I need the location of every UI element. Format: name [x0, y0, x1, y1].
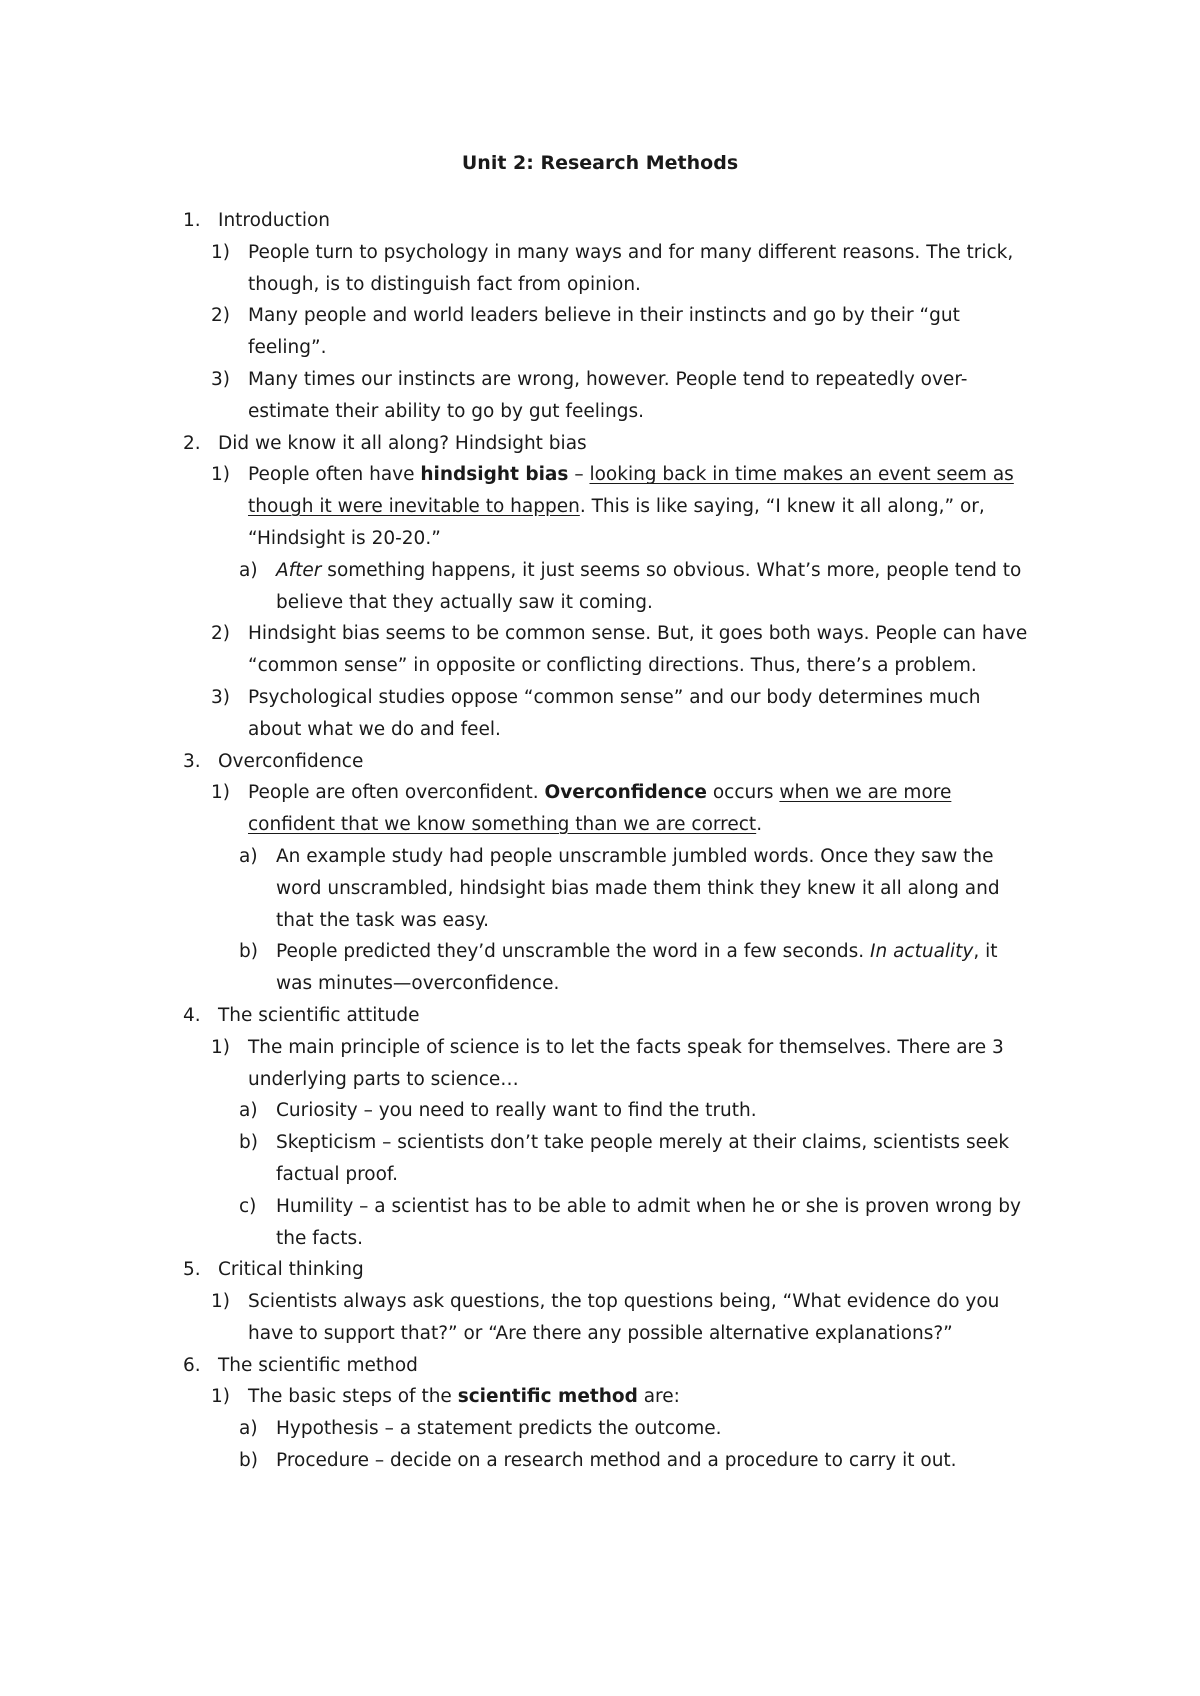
- item-number: 1): [211, 782, 230, 804]
- sub-list-item: [0, 1095, 1036, 1127]
- item-number: 1): [211, 1386, 230, 1408]
- sub-list-item: [0, 1191, 1036, 1255]
- item-number: 2): [211, 305, 230, 327]
- emphasis-text: After: [276, 559, 322, 581]
- sub-list-item: [0, 555, 1036, 619]
- item-letter: b): [239, 1132, 258, 1154]
- page-title: Unit 2: Research Methods: [461, 152, 739, 174]
- list-item: [0, 777, 1028, 841]
- section-heading: Introduction: [218, 210, 331, 231]
- item-text-pre: The basic steps of the: [248, 1386, 458, 1408]
- item-letter: c): [239, 1195, 257, 1217]
- sub-list-item: [0, 936, 1036, 1000]
- emphasis-text: In actuality: [870, 941, 974, 963]
- section-number: 5.: [183, 1259, 201, 1281]
- section-heading: Critical thinking: [218, 1259, 364, 1281]
- item-letter: a): [239, 1100, 258, 1122]
- item-text: something happens, it just seems so obvious. What’s more, people tend to believe that they actually saw it coming.: [276, 559, 1022, 613]
- section-scientific-attitude: [0, 1000, 1018, 1032]
- item-text: Many times our instincts are wrong, however. People tend to repeatedly over-estimate their ability to go by gut feelings.: [248, 368, 968, 422]
- item-number: 1): [211, 1036, 230, 1058]
- key-term: Overconfidence: [544, 782, 707, 804]
- item-text: Humility – a scientist has to be able to admit when he or she is proven wrong by the facts.: [276, 1195, 1021, 1249]
- sub-list-item: [0, 1413, 1036, 1445]
- item-text-pre: People predicted they’d unscramble the word in a few seconds.: [276, 941, 871, 963]
- key-term: hindsight bias: [420, 464, 569, 486]
- section-number: 2.: [183, 432, 201, 454]
- item-text: Psychological studies oppose “common sense” and our body determines much about what we do and feel.: [248, 686, 981, 740]
- item-number: 1): [211, 241, 230, 263]
- section-introduction: [0, 205, 1018, 237]
- item-text-post: , it was minutes—overconfidence.: [276, 941, 998, 995]
- list-item: [0, 237, 1028, 301]
- section-number: 1.: [183, 210, 201, 231]
- item-text-mid: occurs: [706, 782, 780, 804]
- item-number: 1): [211, 464, 230, 486]
- key-term: scientific method: [457, 1386, 638, 1408]
- list-item: [0, 459, 1028, 554]
- item-letter: b): [239, 1450, 258, 1472]
- item-text-pre: People often have: [248, 464, 421, 486]
- item-text-post: are:: [637, 1386, 680, 1408]
- section-heading: Overconfidence: [218, 750, 364, 772]
- list-item: [0, 1381, 1028, 1413]
- item-letter: b): [239, 941, 258, 963]
- sub-list-item: [0, 841, 1036, 936]
- item-number: 3): [211, 368, 230, 390]
- section-hindsight-bias: [0, 428, 1018, 460]
- section-number: 4.: [183, 1004, 201, 1026]
- item-text: People turn to psychology in many ways and for many different reasons. The trick, though, is to distinguish fact from opinion.: [248, 241, 1014, 295]
- item-text: Scientists always ask questions, the top questions being, “What evidence do you have to support that?” or “Are there any possible alternative explanations?”: [248, 1291, 1000, 1344]
- item-text: An example study had people unscramble jumbled words. Once they saw the word unscrambled, hindsight bias made them think they knew it all along and that the task was easy.: [276, 845, 1000, 931]
- item-number: 2): [211, 623, 230, 645]
- sub-list-item: [0, 1445, 1036, 1477]
- item-letter: a): [239, 559, 258, 581]
- item-text-post: . This is like saying, “I knew it all along,” or, “Hindsight is 20-20.”: [248, 496, 985, 549]
- list-item: [0, 300, 1028, 364]
- item-text: Hindsight bias seems to be common sense. But, it goes both ways. People can have “common sense” in opposite or conflicting directions. Thus, there’s a problem.: [248, 623, 1028, 677]
- sub-list-item: [0, 1127, 1036, 1191]
- item-text: Skepticism – scientists don’t take people merely at their claims, scientists seek factual proof.: [276, 1132, 1010, 1185]
- term-definition: when we are more confident that we know something than we are correct: [248, 782, 952, 836]
- item-text-pre: People are often overconfident.: [248, 782, 545, 804]
- list-item: [0, 364, 1028, 428]
- item-letter: a): [239, 845, 258, 867]
- list-item: [0, 618, 1028, 682]
- section-heading: The scientific method: [218, 1354, 418, 1376]
- section-critical-thinking: [0, 1254, 1018, 1286]
- outline: [0, 205, 1200, 1477]
- section-number: 3.: [183, 750, 201, 772]
- section-heading: Did we know it all along? Hindsight bias: [218, 432, 587, 454]
- item-text: Curiosity – you need to really want to find the truth.: [276, 1100, 757, 1122]
- section-number: 6.: [183, 1354, 201, 1376]
- item-text: Procedure – decide on a research method and a procedure to carry it out.: [276, 1450, 957, 1472]
- term-definition: looking back in time makes an event seem as though it were inevitable to happen: [248, 464, 1014, 518]
- item-text: Many people and world leaders believe in their instincts and go by their “gut feeling”.: [248, 305, 960, 359]
- section-heading: The scientific attitude: [218, 1004, 420, 1026]
- item-text-mid: –: [568, 464, 590, 486]
- list-item: [0, 1032, 1028, 1096]
- section-overconfidence: [0, 746, 1018, 778]
- item-number: 3): [211, 686, 230, 708]
- section-scientific-method: [0, 1350, 1018, 1382]
- list-item: [0, 1286, 1028, 1350]
- item-number: 1): [211, 1291, 230, 1313]
- item-text-post: .: [756, 814, 763, 836]
- list-item: [0, 682, 1028, 746]
- item-letter: a): [239, 1418, 258, 1440]
- item-text: The main principle of science is to let the facts speak for themselves. There are 3 underlying parts to science…: [248, 1036, 1004, 1090]
- item-text: Hypothesis – a statement predicts the outcome.: [276, 1418, 722, 1440]
